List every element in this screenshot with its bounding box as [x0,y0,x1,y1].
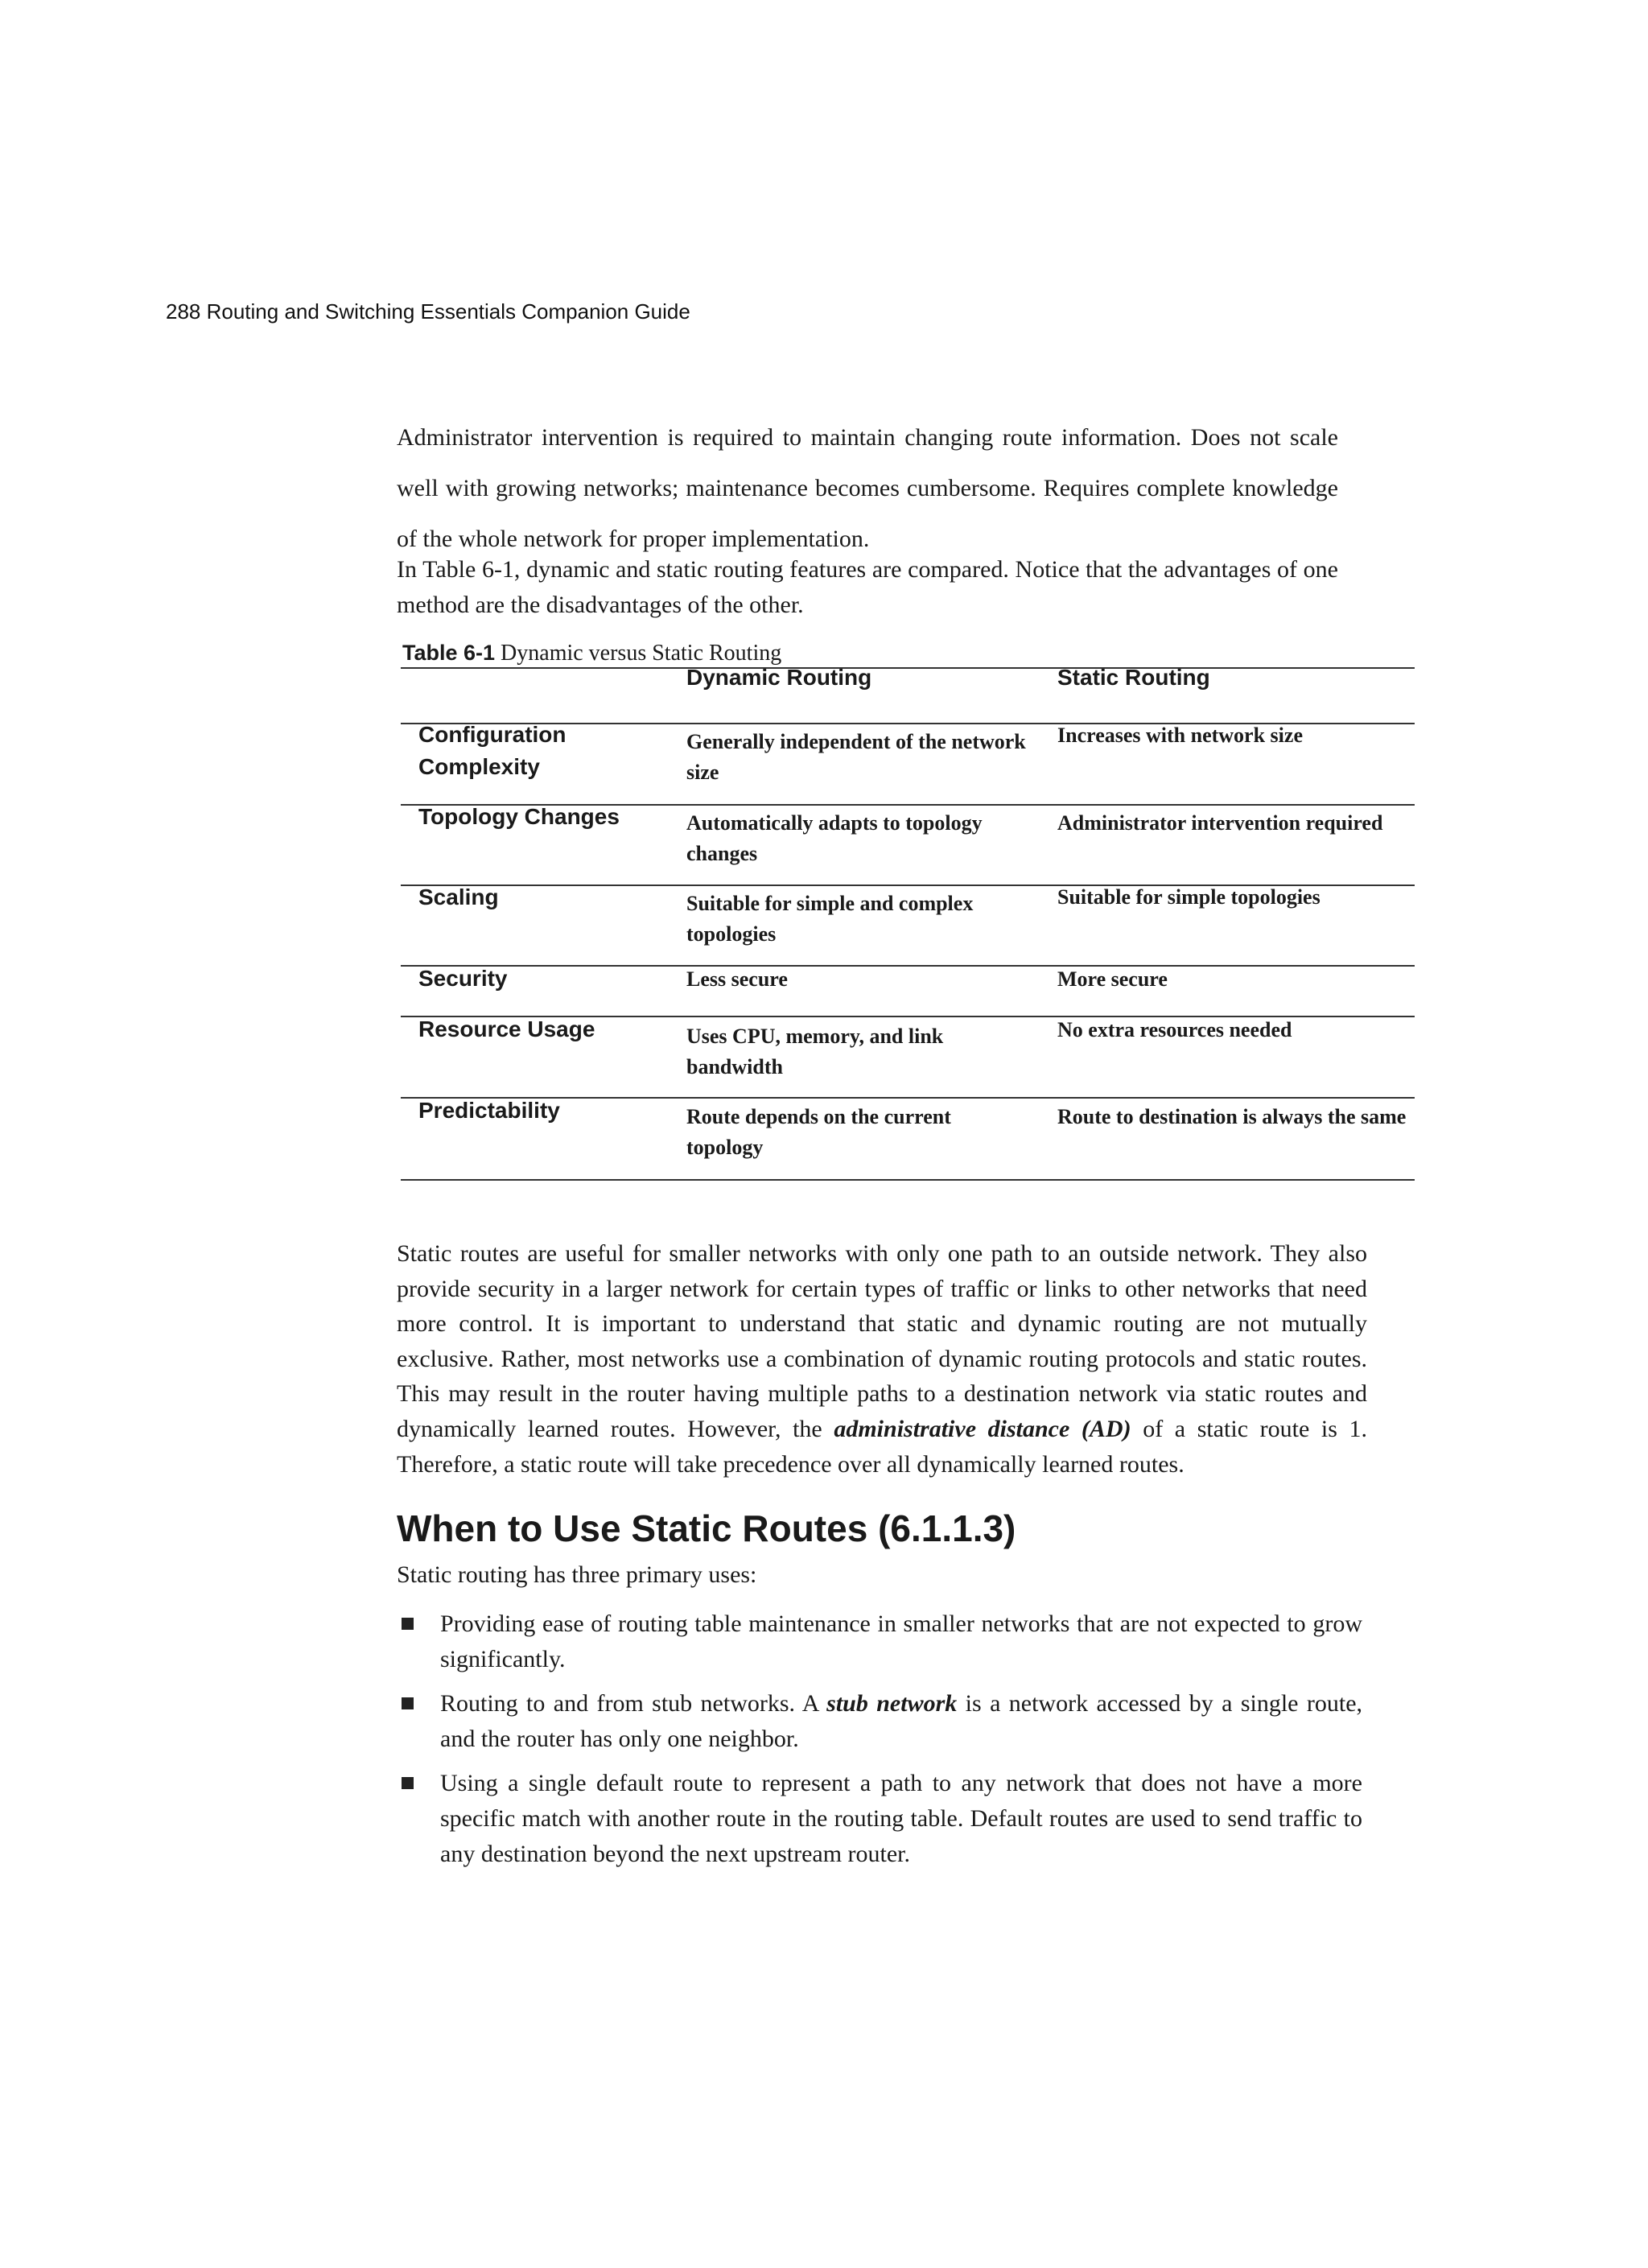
section-heading: When to Use Static Routes (6.1.1.3) [397,1507,1016,1549]
table-cell-dynamic: Uses CPU, memory, and link bandwidth [686,1025,944,1078]
intro-paragraph: Administrator intervention is required to maintain changing route information. Does not scale well with growing networks; maintenance becomes cumbersome. Requires complete knowledge of the whole network for proper implementation. [397,424,1338,552]
list-item [397,1606,1362,1676]
table-row-feature: Topology Changes [418,804,620,829]
table-cell-static: Increases with network size [1057,724,1303,747]
running-header: 288 Routing and Switching Essentials Companion Guide [166,299,690,324]
bullet-text: Providing ease of routing table maintenance in smaller networks that are not expected to grow significantly. [440,1610,1362,1672]
list-item [397,1686,1362,1756]
paragraph-text: of a static route is 1. Therefore, a static route will take precedence over all dynamically learned routes. [397,1415,1368,1478]
table-cell-static: No extra resources needed [1057,1018,1292,1041]
key-term: administrative distance (AD) [834,1415,1131,1442]
column-header-static: Static Routing [1057,665,1210,690]
table-caption [402,641,781,666]
table-bottom-rule [401,1179,1415,1181]
table-row-feature: Predictability [418,1098,560,1123]
table-caption-title: Dynamic versus Static Routing [501,641,782,666]
table-cell-static: Administrator intervention required [1057,811,1383,835]
bullet-text: Routing to and from stub networks. A [440,1690,818,1717]
bullet-list [397,1606,1362,1881]
square-bullet-icon [402,1777,414,1789]
column-header-dynamic: Dynamic Routing [686,665,872,690]
paragraph-text: Static routes are useful for smaller networks with only one path to an outside network. They also provide security in a larger network for certain types of traffic or links to other networks that need more control. It is important to understand that static and dynamic routing are not mutually exclusive. Rather, most networks use a combination of dynamic routing protocols and static routes. This may result in the router having multiple paths to a destination network via static routes and dynamically learned routes. However, the [397,1240,1367,1442]
table-row-feature: Security [418,966,508,991]
table-row-feature: Scaling [418,885,499,909]
key-term: stub network [826,1690,958,1717]
section-intro: Static routing has three primary uses: [397,1561,757,1588]
table-cell-dynamic: Automatically adapts to topology changes [686,811,983,865]
table-row-feature: Resource Usage [418,1016,595,1041]
table-cell-dynamic: Suitable for simple and complex topologies [686,892,974,946]
compare-paragraph: In Table 6-1, dynamic and static routing features are compared. Notice that the advantages of one method are the disadvantages of the other. [397,556,1338,618]
bullet-text: is a network accessed by a single route, and the router has only one neighbor. [440,1690,1363,1752]
table-cell-static: Route to destination is always the same [1057,1105,1407,1128]
square-bullet-icon [402,1618,414,1630]
table-cell-static: Suitable for simple topologies [1057,885,1320,909]
table-cell-dynamic: Route depends on the current topology [686,1105,951,1159]
list-item [397,1766,1362,1871]
square-bullet-icon [402,1697,414,1709]
bullet-text: Using a single default route to represent a path to any network that does not have a more specific match with another route in the routing table. Default routes are used to send traffic to any destination beyond the next upstream router. [440,1770,1362,1867]
table-top-rule [401,667,1415,669]
table-cell-dynamic: Less secure [686,967,788,991]
table-cell-static: More secure [1057,967,1168,991]
static-routes-paragraph [397,1236,1367,1482]
table-caption-label: Table 6-1 [402,641,496,665]
table-cell-dynamic: Generally independent of the network size [686,730,1026,784]
table-row-feature: Configuration Complexity [418,722,566,779]
